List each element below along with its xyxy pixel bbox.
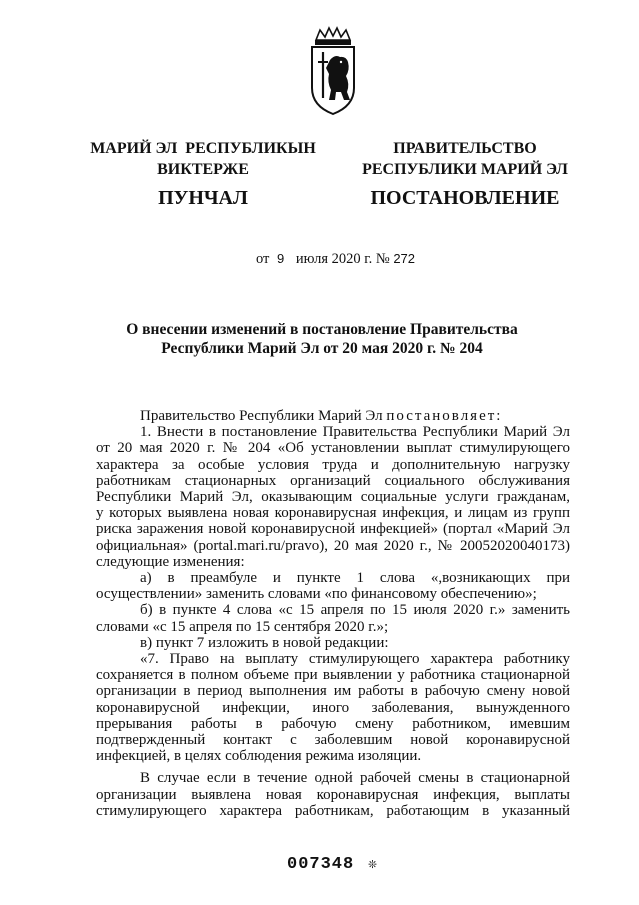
coat-of-arms-icon xyxy=(306,26,360,116)
title-line2: Республики Марий Эл от 20 мая 2020 г. № 204 xyxy=(161,340,483,357)
body-line: прерывания работы в рабочую смену работником, имевшим xyxy=(96,715,570,732)
header-left-line1: МАРИЙ ЭЛ РЕСПУБЛИКЫН xyxy=(90,140,316,157)
body-line: б) в пункте 4 слова «с 15 апреля по 15 июля 2020 г.» заменить xyxy=(140,602,570,619)
body-line: а) в преамбуле и пункте 1 слова «,возникающих при xyxy=(140,570,570,587)
body-line: Республики Марий Эл, оказывающим социальные услуги гражданам, xyxy=(96,489,570,506)
header-left-line2: ВИКТЕРЖЕ xyxy=(157,161,249,178)
body-line: в) пункт 7 изложить в новой редакции: xyxy=(140,634,389,651)
body-line: от 20 мая 2020 г. № 204 «Об установлении выплат стимулирующего xyxy=(96,440,570,457)
serial-number: 007348 xyxy=(287,855,355,874)
body-line: коронавирусной инфекции, иного заболевания, вынужденного xyxy=(96,699,570,716)
title-line1: О внесении изменений в постановление Правительства xyxy=(126,321,518,338)
body-line: Правительство Республики Марий Эл постановляет: xyxy=(140,408,503,424)
body-line: осуществлении» заменить словами «по финансовому обеспечению»; xyxy=(96,586,537,603)
document-date-line xyxy=(256,251,415,268)
body-line: словами «с 15 апреля по 15 сентября 2020 г.»; xyxy=(96,618,389,635)
body-line: инфекцией, в целях соблюдения режима изоляции. xyxy=(96,748,422,765)
body-line: характера за особые условия труда и дополнительную нагрузку xyxy=(96,456,570,473)
ornament-mark-icon: ❊ xyxy=(368,857,378,873)
header-left-doc-type: ПУНЧАЛ xyxy=(158,187,248,209)
body-line: стимулирующего характера работникам, работающим в указанный xyxy=(96,802,570,819)
body-line: у которых выявлена новая коронавирусная инфекция, и лицам из групп xyxy=(96,505,570,522)
body-line: работникам стационарных организаций социального обслуживания xyxy=(96,472,570,489)
body-line: 1. Внести в постановление Правительства Республики Марий Эл xyxy=(140,424,570,441)
form-serial-number xyxy=(287,855,378,874)
body-line: официальная» (portal.mari.ru/pravo), 20 мая 2020 г., № 20052020040173) xyxy=(96,537,570,554)
body-line: подтвержденный контакт с заболевшим новой коронавирусной xyxy=(96,732,570,749)
header-right-line1: ПРАВИТЕЛЬСТВО xyxy=(393,140,537,157)
header-right-line2: РЕСПУБЛИКИ МАРИЙ ЭЛ xyxy=(362,161,568,178)
header-right-block xyxy=(350,138,580,210)
body-line: организации выявлена новая коронавирусная инфекция, выплаты xyxy=(96,786,570,803)
header-left-block xyxy=(88,138,318,210)
date-day: 9 xyxy=(277,251,285,266)
document-number: 272 xyxy=(393,251,416,266)
date-rest: июля 2020 г. № xyxy=(295,251,390,267)
body-line: В случае если в течение одной рабочей смены в стационарной xyxy=(140,770,570,787)
header-right-doc-type: ПОСТАНОВЛЕНИЕ xyxy=(370,187,560,209)
date-prefix: от xyxy=(256,251,270,267)
body-line: организации в период выполнения им работы в рабочую смену новой xyxy=(96,683,570,700)
body-line: «7. Право на выплату стимулирующего характера работнику xyxy=(140,651,570,668)
body-line: риска заражения новой коронавирусной инфекцией» (портал «Марий Эл xyxy=(96,521,570,538)
body-line: следующие изменения: xyxy=(96,553,245,570)
document-title xyxy=(92,320,552,358)
document-body xyxy=(96,408,570,819)
body-line: сохраняется в полном объеме при выявлении у работника стационарной xyxy=(96,667,570,684)
